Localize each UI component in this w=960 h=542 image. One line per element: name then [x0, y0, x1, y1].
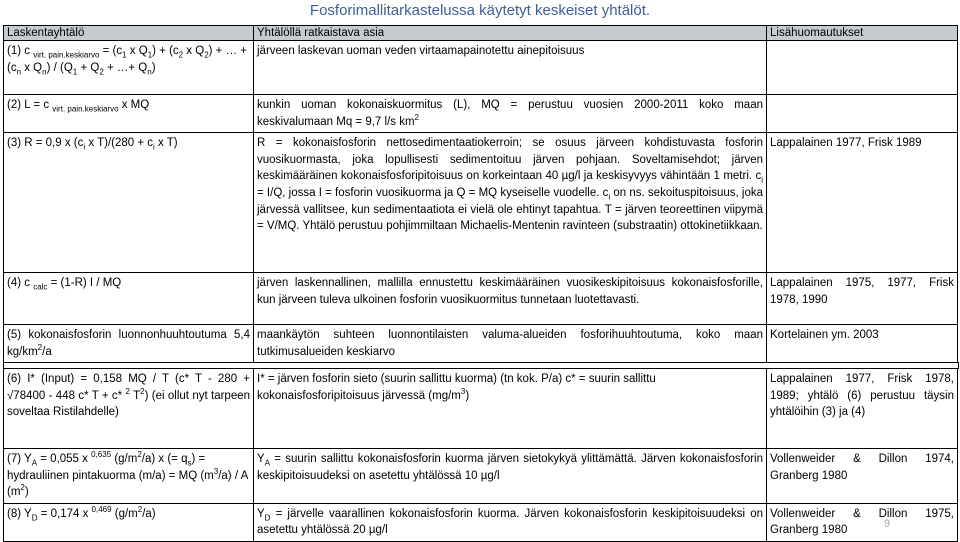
- header-equation: Laskentayhtälö: [4, 26, 254, 41]
- note-cell: Vollenweider & Dillon 1975, Granberg 1980: [767, 503, 958, 541]
- table-row: [4, 133, 958, 273]
- equation-cell: (3) R = 0,9 x ($c_i$ x $T)/(280 + c_i$ x T): [4, 133, 254, 273]
- description-cell: kunkin uoman kokonaiskuormitus (L), MQ = perustuu vuosien 2000-2011 koko maan keskivalumaan Mq = 9,7 l/s $km^2$: [254, 95, 767, 133]
- table-row: [4, 449, 958, 504]
- description-cell: $Y_A$ = suurin sallittu kokonaisfosforin kuorma järven sietokykyä ylittämättä. Järven kokonaisfosforin keskipitoisuudeksi on asetettu yhtälössä 10 µg/l: [254, 449, 767, 504]
- table-row: [4, 273, 958, 325]
- table-row: [4, 325, 958, 363]
- description-cell: R = kokonaisfosforin nettosedimentaatiokerroin; se osuus järveen kohdistuvasta fosforin vuosikuormasta, joka lopullisesti sedimentoituu järven pohjaan. Soveltamisehdot; järven keskimääräinen kokonaisfosforipitoisuus on korkeintaan 40 µg/l ja keskisyvyys vähintään 1 metri. $c_i = I/Q$, jossa I = fosforin vuosikuorma ja Q = MQ kyseiselle vuodelle. $c_i$ on ns. sekoituspitoisuus, joka järvessä vallitsee, kun sedimentaatiota ei vielä ole ehtinyt tapahtua. T = järven teoreettinen viipymä = V/MQ. Yhtälö perustuu pohjimmiltaan Michaelis-Mentenin ravinteen (substraatin) ottokinetiikkaan.: [254, 133, 767, 273]
- description-cell: järveen laskevan uoman veden virtaamapainotettu ainepitoisuus: [254, 41, 767, 95]
- equations-table-bottom: [3, 368, 958, 542]
- equation-cell: (5) kokonaisfosforin luonnonhuuhtoutuma 5,4 $kg/km^2/a$: [4, 325, 254, 363]
- note-cell: Lappalainen 1975, 1977, Frisk 1978, 1990: [767, 273, 958, 325]
- note-cell: Lappalainen 1977, Frisk 1978, 1989; yhtälö (6) perustuu täysin yhtälöihin (3) ja (4): [767, 369, 958, 449]
- header-description: Yhtälöllä ratkaistava asia: [254, 26, 767, 41]
- page-number: 9: [883, 518, 890, 530]
- equation-cell: (7) $Y_A = 0,055$ x $^{0,635}$ $(g/m^2/a)$ x (= $q_s$) = hydrauliinen pintakuorma (m/a) = MQ $(m^3/a)$ / A $(m^2)$: [4, 449, 254, 504]
- description-cell: järven laskennallinen, mallilla ennustettu keskimääräinen vuosikeskipitoisuus kokonaisfosforille, kun järveen tuleva ulkoinen fosforin vuosikuormitus tunnetaan luotettavasti.: [254, 273, 767, 325]
- table-row: [4, 503, 958, 541]
- equation-cell: (6) I* (Input) = 0,158 MQ / T (c* T - 280 + √78400 - 448 c* T + c* $^2$ $T^2$) (ei ollut nyt tarpeen soveltaa Ristilahdelle): [4, 369, 254, 449]
- description-cell: maankäytön suhteen luonnontilaisten valuma-alueiden fosforihuuhtoutuma, koko maan tutkimusalueiden keskiarvo: [254, 325, 767, 363]
- table-row: [4, 41, 958, 95]
- equation-cell: (8) $Y_D = 0,174$ x $^{0,469}$ $(g/m^2/a)$: [4, 503, 254, 541]
- note-cell: [767, 95, 958, 133]
- note-cell: [767, 41, 958, 95]
- equation-cell: (2) L = c $_{virt. pain.keskiarvo}$ x MQ: [4, 95, 254, 133]
- description-cell: $Y_D$ = järvelle vaarallinen kokonaisfosforin kuorma. Järven kokonaisfosforin keskipitoisuudeksi on asetettu yhtälössä 20 µg/l: [254, 503, 767, 541]
- table-row: [4, 369, 958, 449]
- table-header: [4, 26, 958, 41]
- equation-cell: (1) c $_{virt. pain.keskiarvo} = (c_1$ x $Q_1) + (c_2$ x $Q_2$) + … + ($c_n$ x $Q_n) / (Q_1 + Q_2$ + …+ $Q_n$): [4, 41, 254, 95]
- description-cell: I* = järven fosforin sieto (suurin sallittu kuorma) (tn kok. P/a) c* = suurin sallittu kokonaisfosforipitoisuus järvessä $(mg/m^3)$: [254, 369, 767, 449]
- note-cell: Vollenweider & Dillon 1974, Granberg 1980: [767, 449, 958, 504]
- header-notes: Lisähuomautukset: [767, 26, 958, 41]
- equation-cell: (4) c $_{calc}$ = (1-R) I / MQ: [4, 273, 254, 325]
- note-cell: Lappalainen 1977, Frisk 1989: [767, 133, 958, 273]
- table-row: [4, 95, 958, 133]
- note-cell: Kortelainen ym. 2003: [767, 325, 958, 363]
- slide-title: Fosforimallitarkastelussa käytetyt keskeiset yhtälöt.: [309, 2, 651, 19]
- equations-table-top: [3, 25, 958, 363]
